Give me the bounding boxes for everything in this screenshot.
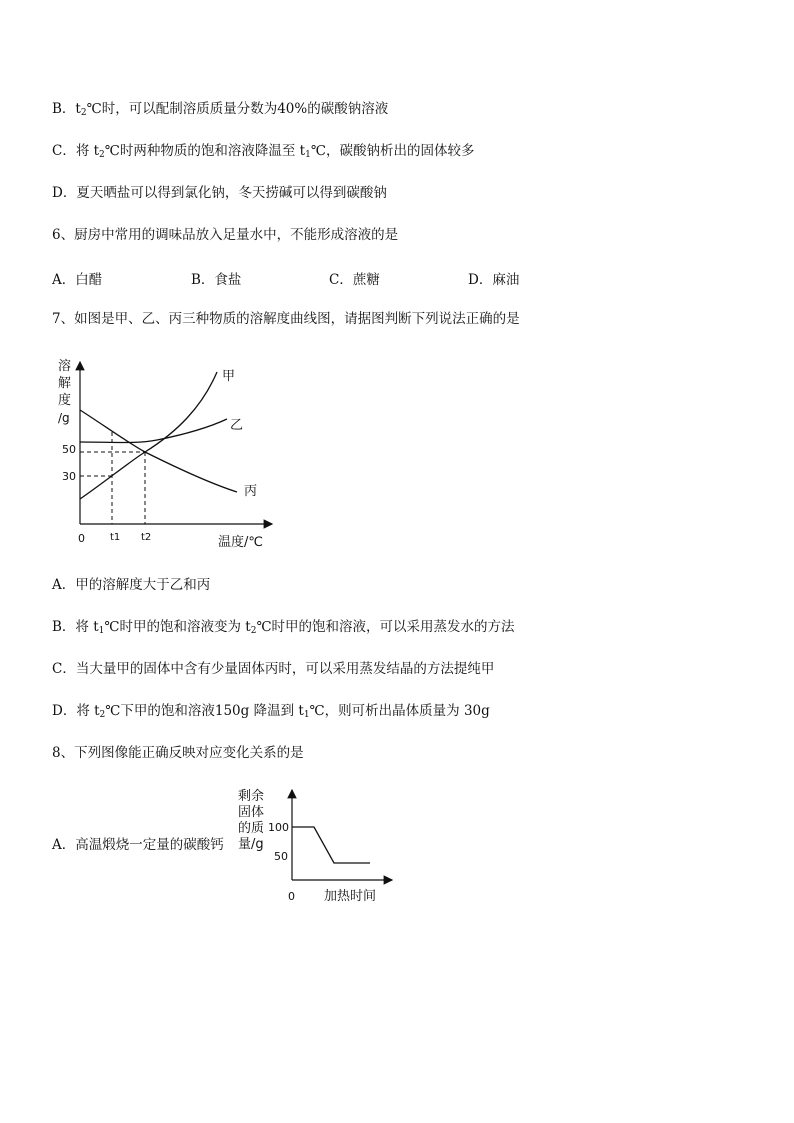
mass-line <box>292 827 370 863</box>
q8-option-a: A．高温煅烧一定量的碳酸钙 <box>52 837 224 853</box>
solubility-chart <box>52 352 282 552</box>
series-label-jia: 甲 <box>222 369 236 384</box>
q6-option-d: D．麻油 <box>468 272 520 288</box>
origin-label: 0 <box>78 532 85 545</box>
y2-tick-100: 100 <box>268 821 289 834</box>
origin-label-2: 0 <box>288 890 295 903</box>
series-label-bing: 丙 <box>244 484 258 499</box>
y2-label-1: 剩余 <box>238 789 265 804</box>
y-label-2: 解 <box>58 376 72 391</box>
y-label-1: 溶 <box>58 359 72 374</box>
prev-option-c: C．将 $t_2℃$时两种物质的饱和溶液降温至 $t_1℃$，碳酸钠析出的固体较多 <box>52 143 475 160</box>
q6-options <box>52 268 612 286</box>
q6-option-a: A．白醋 <box>52 272 103 288</box>
q6-stem: 6、厨房中常用的调味品放入足量水中，不能形成溶液的是 <box>52 227 399 243</box>
y2-label-2: 固体 <box>238 805 265 820</box>
curve-jia <box>80 372 217 499</box>
x-label: 温度/℃ <box>218 535 263 550</box>
x-tick-t2: t2 <box>141 532 152 543</box>
y-label-4: /g <box>58 411 70 425</box>
prev-option-d: D．夏天晒盐可以得到氯化钠，冬天捞碱可以得到碳酸钠 <box>52 185 387 201</box>
q7-stem: 7、如图是甲、乙、丙三种物质的溶解度曲线图，请据图判断下列说法正确的是 <box>52 311 520 327</box>
y2-tick-50: 50 <box>274 850 288 863</box>
curve-yi <box>80 419 227 443</box>
y2-label-3: 的质 <box>238 821 265 836</box>
x-tick-t1: t1 <box>110 532 121 543</box>
q7-option-d: D．将 $t_2℃$下甲的饱和溶液150g 降温到 $t_1℃$，则可析出晶体质量为 30g <box>52 703 490 720</box>
y-label-3: 度 <box>58 393 72 408</box>
y-tick-30: 30 <box>62 470 76 483</box>
x2-label: 加热时间 <box>324 889 377 904</box>
q8-stem: 8、下列图像能正确反映对应变化关系的是 <box>52 745 304 761</box>
q7-option-b: B．将 $t_1℃$时甲的饱和溶液变为 $t_2℃$时甲的饱和溶液，可以采用蒸发水的方法 <box>52 619 515 636</box>
curve-bing <box>80 410 237 492</box>
q6-option-c: C．蔗糖 <box>329 272 380 288</box>
q7-option-a: A．甲的溶解度大于乙和丙 <box>52 577 211 593</box>
q7-option-c: C．当大量甲的固体中含有少量固体丙时，可以采用蒸发结晶的方法提纯甲 <box>52 661 495 677</box>
mass-chart <box>236 784 396 908</box>
y-tick-50: 50 <box>62 443 76 456</box>
q6-option-b: B．食盐 <box>191 272 242 288</box>
series-label-yi: 乙 <box>230 418 244 433</box>
y2-label-4: 量/g <box>238 837 264 852</box>
prev-option-b: B．$t_2℃$时，可以配制溶质质量分数为40%的碳酸钠溶液 <box>52 101 389 118</box>
